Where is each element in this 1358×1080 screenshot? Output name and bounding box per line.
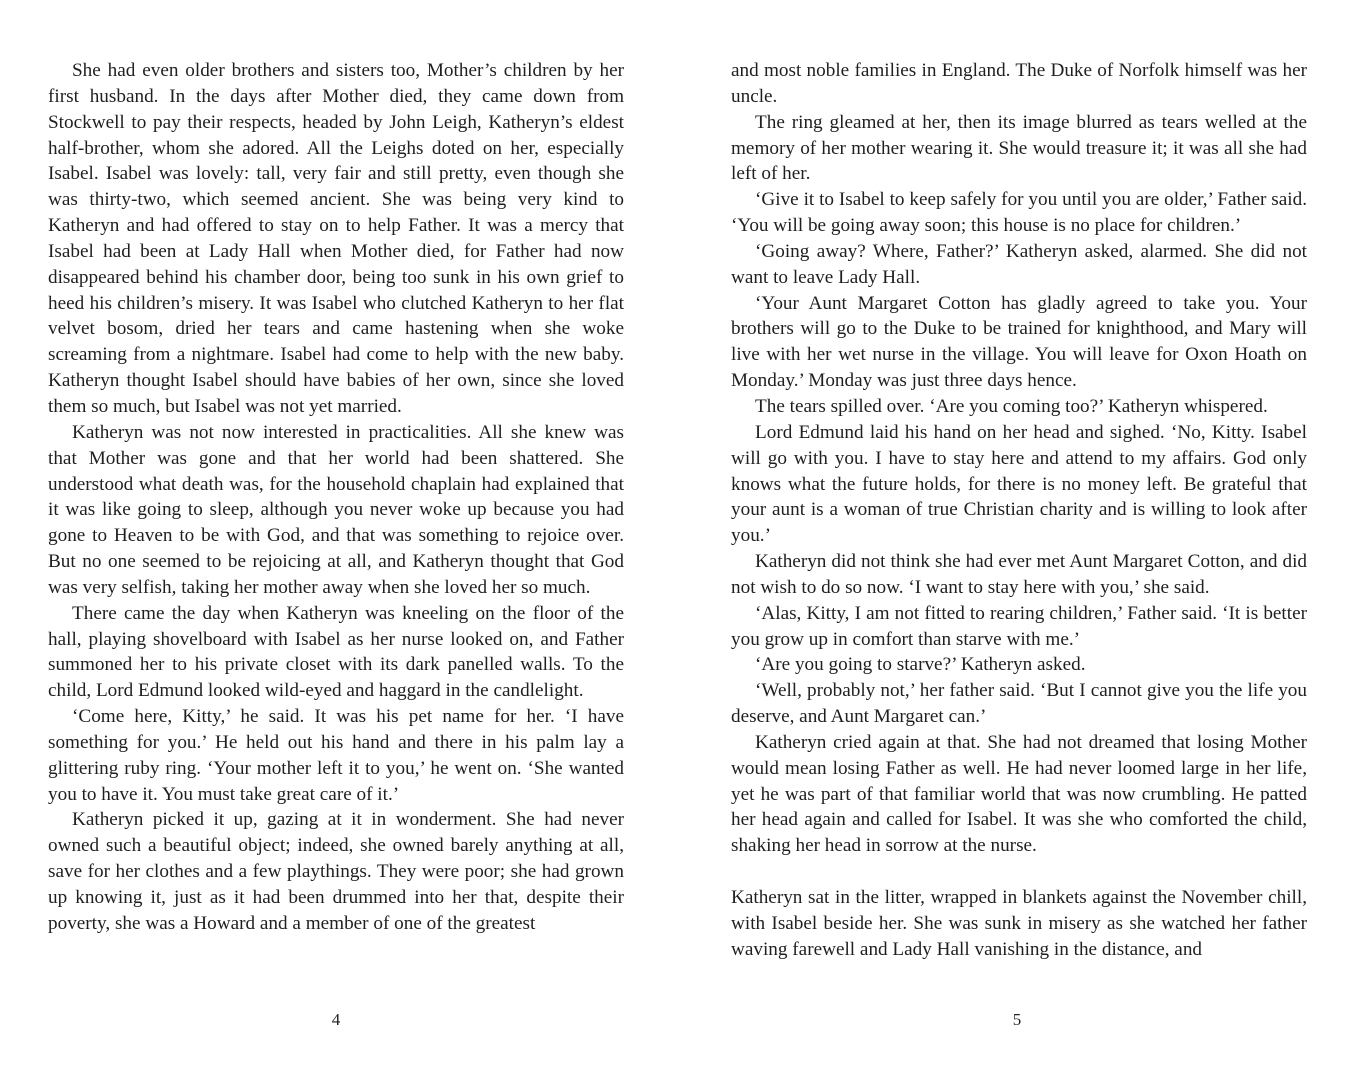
paragraph: ‘Are you going to starve?’ Katheryn asked. xyxy=(755,654,1086,676)
paragraph: ‘Give it to Isabel to keep safely for you until you are older,’ Father said. ‘You will be going away soon; this house is no place for children.’ xyxy=(731,189,1307,237)
left-page xyxy=(48,58,624,937)
continued-paragraph: and most noble families in England. The Duke of Norfolk himself was her uncle. xyxy=(731,60,1307,107)
paragraph: ‘Your Aunt Margaret Cotton has gladly agreed to take you. Your brothers will go to the Duke to be trained for knighthood, and Mary will live with her wet nurse in the village. You will leave for Oxon Hoath on Monday.’ Monday was just three days hence. xyxy=(731,292,1307,392)
right-page xyxy=(731,58,1307,963)
paragraph: ‘Going away? Where, Father?’ Katheryn asked, alarmed. She did not want to leave Lady Hall. xyxy=(731,240,1307,288)
paragraph: Katheryn was not now interested in practicalities. All she knew was that Mother was gone and that her world had been shattered. She understood what death was, for the household chaplain had explained that it was like going to sleep, although you never woke up because you had gone to Heaven to be with God, and that was something to rejoice over. But no one seemed to be rejoicing at all, and Katheryn thought that God was very selfish, taking her mother away when she loved her so much. xyxy=(48,421,624,598)
page-number-right: 5 xyxy=(1012,1010,1022,1029)
paragraph: Katheryn picked it up, gazing at it in wonderment. She had never owned such a beautiful object; indeed, she owned barely anything at all, save for her clothes and a few playthings. They were poor; she had grown up knowing it, just as it had been drummed into her that, despite their poverty, she was a Howard and a member of one of the greatest xyxy=(48,809,624,934)
paragraph: There came the day when Katheryn was kneeling on the floor of the hall, playing shovelboard with Isabel as her nurse looked on, and Father summoned her to his private closet with its dark panelled walls. To the child, Lord Edmund looked wild-eyed and haggard in the candlelight. xyxy=(48,602,624,702)
paragraph: Lord Edmund laid his hand on her head and sighed. ‘No, Kitty. Isabel will go with you. I have to stay here and attend to my affairs. God only knows what the future holds, for there is no money left. Be grateful that your aunt is a woman of true Christian charity and is willing to look after you.’ xyxy=(731,421,1307,547)
paragraph: She had even older brothers and sisters too, Mother’s children by her first husband. In the days after Mother died, they came down from Stockwell to pay their respects, headed by John Leigh, Katheryn’s eldest half-brother, whom she adored. All the Leighs doted on her, especially Isabel. Isabel was lovely: tall, very fair and still pretty, even though she was thirty-two, which seemed ancient. She was being very kind to Katheryn and had offered to stay on to help Father. It was a mercy that Isabel had been at Lady Hall when Mother died, for Father had now disappeared behind his chamber door, being too sunk in his own grief to heed his children’s misery. It was Isabel who clutched Katheryn to her flat velvet bosom, dried her tears and came hastening when she woke screaming from a nightmare. Isabel had come to help with the new baby. Katheryn thought Isabel should have babies of her own, since she loved them so much, but Isabel was not yet married. xyxy=(48,60,624,417)
page-number-left: 4 xyxy=(331,1010,341,1029)
paragraph: The ring gleamed at her, then its image blurred as tears welled at the memory of her mother wearing it. She would treasure it; it was all she had left of her. xyxy=(731,111,1307,185)
paragraph: ‘Alas, Kitty, I am not fitted to rearing children,’ Father said. ‘It is better you grow up in comfort than starve with me.’ xyxy=(731,602,1307,650)
section-start-paragraph: Katheryn sat in the litter, wrapped in blankets against the November chill, with Isabel beside her. She was sunk in misery as she watched her father waving farewell and Lady Hall vanishing in the distance, and xyxy=(731,887,1307,960)
paragraph: Katheryn did not think she had ever met Aunt Margaret Cotton, and did not wish to do so now. ‘I want to stay here with you,’ she said. xyxy=(731,551,1307,598)
paragraph: Katheryn cried again at that. She had not dreamed that losing Mother would mean losing Father as well. He had never loomed large in her life, yet he was part of that familiar world that was now crumbling. He patted her head again and called for Isabel. It was she who comforted the child, shaking her head in sorrow at the nurse. xyxy=(731,731,1307,857)
paragraph: ‘Come here, Kitty,’ he said. It was his pet name for her. ‘I have something for you.’ He held out his hand and there in his palm lay a glittering ruby ring. ‘Your mother left it to you,’ he went on. ‘She wanted you to have it. You must take great care of it.’ xyxy=(48,706,624,805)
paragraph: ‘Well, probably not,’ her father said. ‘But I cannot give you the life you deserve, and Aunt Margaret can.’ xyxy=(731,680,1307,728)
paragraph: The tears spilled over. ‘Are you coming too?’ Katheryn whispered. xyxy=(755,395,1268,417)
